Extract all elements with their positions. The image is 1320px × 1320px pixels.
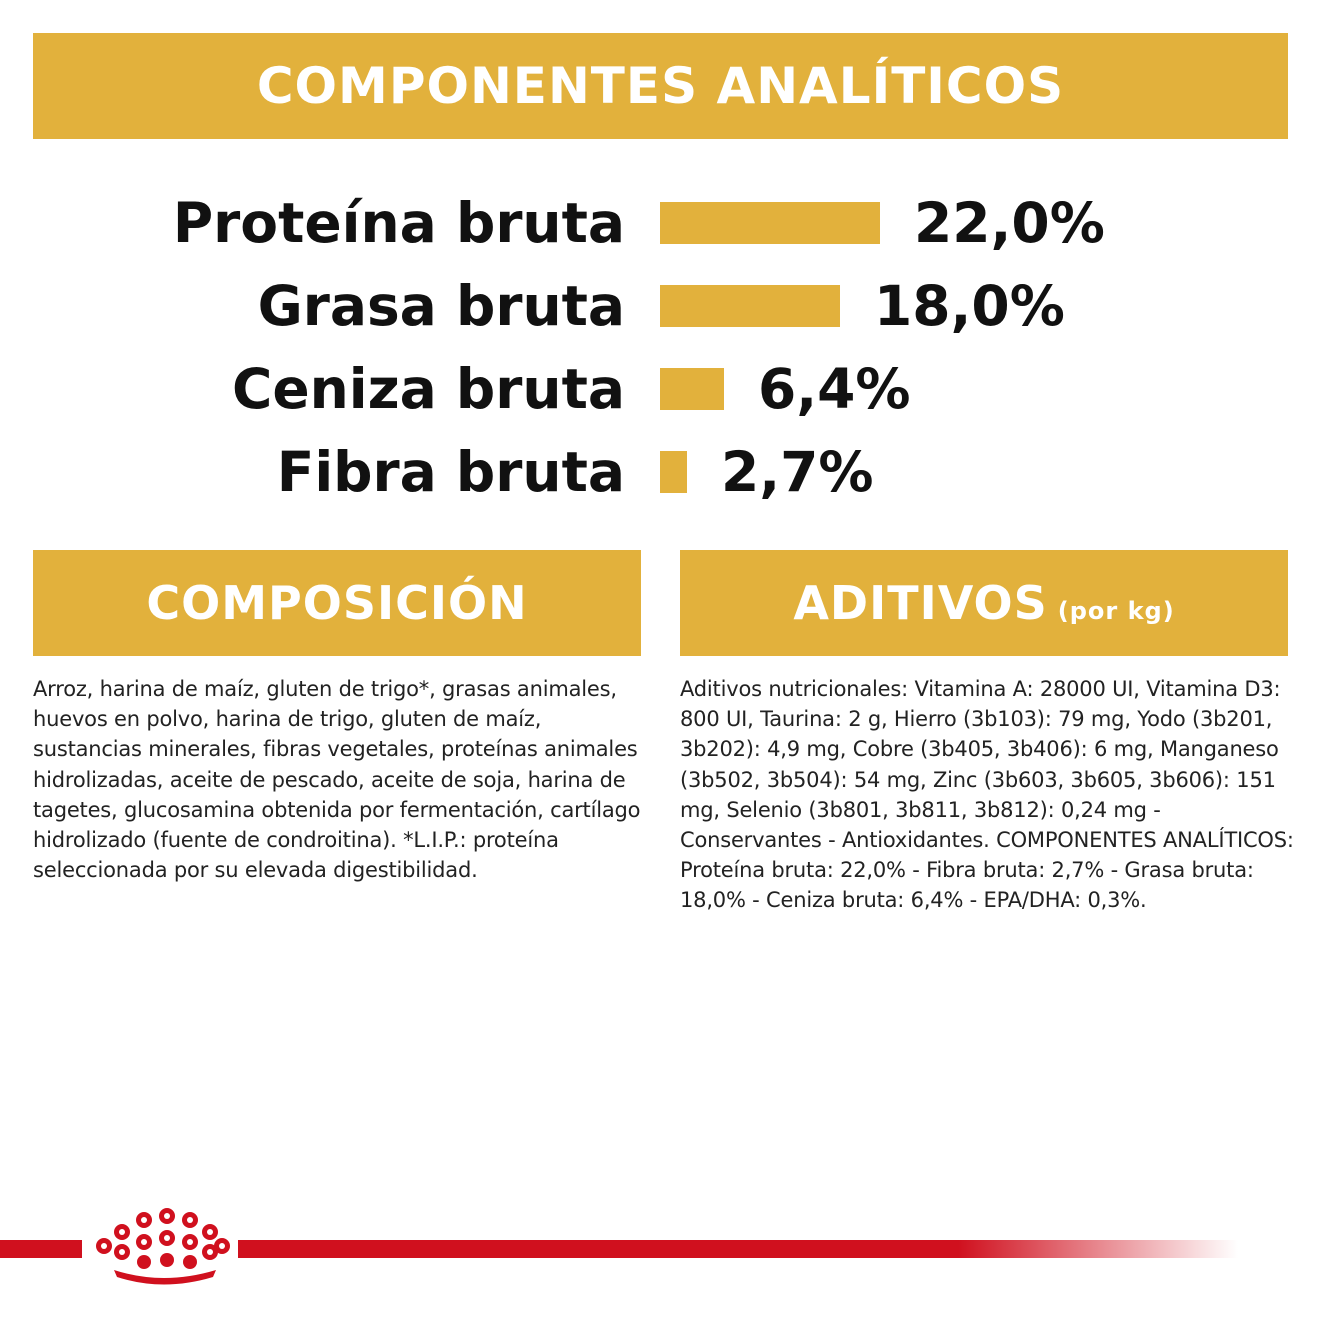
nutrient-bar xyxy=(660,451,687,493)
additives-text: Aditivos nutricionales: Vitamina A: 28000 UI, Vitamina D3: 800 UI, Taurina: 2 g, Hierro (3b103): 79 mg, Yodo (3b201, 3b202): 4,9 mg, Cobre (3b405, 3b406): 6 mg, Manganeso (3b502, 3b504): 54 mg, Zinc (3b603, 3b605, 3b606): 151 mg, Selenio (3b801, 3b811, 3b812): 0,24 mg - Conservantes - Antioxidantes. COMPONENTES ANALÍTICOS: Proteína bruta: 22,0% - Fibra bruta: 2,7% - Grasa bruta: 18,0% - Ceniza bruta: 6,4% - EPA/DHA: 0,3%. xyxy=(680,677,1294,913)
nutrient-value: 22,0% xyxy=(914,191,1105,255)
composition-header xyxy=(33,550,641,656)
nutrient-row-fat xyxy=(0,265,1320,347)
brand-stripe-right xyxy=(238,1240,1238,1258)
nutrient-row-protein xyxy=(0,182,1320,264)
nutrient-row-fiber xyxy=(0,431,1320,513)
nutrient-value: 2,7% xyxy=(721,440,874,504)
nutrient-label: Fibra bruta xyxy=(276,440,625,504)
additives-subtitle: (por kg) xyxy=(1057,597,1175,625)
nutrient-value: 18,0% xyxy=(874,274,1065,338)
analytic-components-title: COMPONENTES ANALÍTICOS xyxy=(256,57,1065,115)
additives-title-main: ADITIVOS xyxy=(793,576,1048,630)
nutrient-bar xyxy=(660,368,724,410)
brand-stripe-left xyxy=(0,1240,82,1258)
nutrient-bar xyxy=(660,202,880,244)
nutrient-label: Grasa bruta xyxy=(257,274,625,338)
composition-text: Arroz, harina de maíz, gluten de trigo*, grasas animales, huevos en polvo, harina de trigo, gluten de maíz, sustancias minerales, fibras vegetales, proteínas animales hidrolizadas, aceite de pescado, aceite de soja, harina de tagetes, glucosamina obtenida por fermentación, cartílago hidrolizado (fuente de condroitina). *L.I.P.: proteína seleccionada por su elevada digestibilidad. xyxy=(33,677,641,883)
nutrient-label: Proteína bruta xyxy=(172,191,625,255)
nutrient-label: Ceniza bruta xyxy=(231,357,625,421)
additives-header xyxy=(680,550,1288,656)
nutrient-bar xyxy=(660,285,840,327)
nutrient-row-ash xyxy=(0,348,1320,430)
analytic-components-header xyxy=(33,33,1288,139)
nutrient-value: 6,4% xyxy=(758,357,911,421)
crown-logo-icon xyxy=(92,1206,232,1288)
composition-title: COMPOSICIÓN xyxy=(146,576,528,630)
additives-title xyxy=(793,576,1174,630)
